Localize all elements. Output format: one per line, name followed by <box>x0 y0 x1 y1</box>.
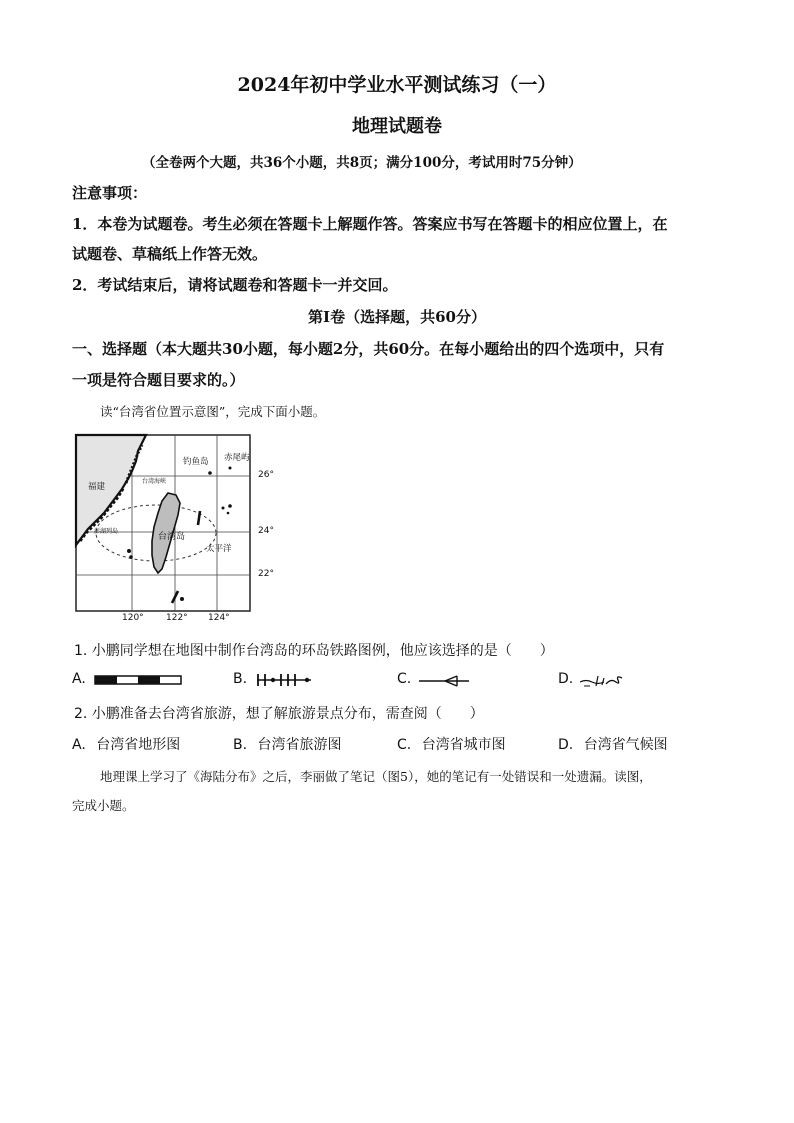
question-2-option-a[interactable] <box>72 734 180 754</box>
map-intro: 读“台湾省位置示意图”，完成下面小题。 <box>100 404 326 419</box>
option-d-letter: D. <box>558 737 574 753</box>
option-c-letter: C. <box>397 671 412 687</box>
volume-heading: 第Ⅰ卷（选择题，共60分） <box>308 308 486 326</box>
lat-tick-24: 24° <box>258 526 274 536</box>
label-penghu: 澎湖列岛 <box>94 528 119 535</box>
option-c-letter: C. <box>397 737 412 753</box>
lat-tick-22: 22° <box>258 569 274 579</box>
exam-subtitle: 地理试题卷 <box>352 116 442 137</box>
question-2-option-d[interactable] <box>558 734 668 754</box>
lon-tick-122: 122° <box>166 613 188 623</box>
option-a-letter: A. <box>72 671 86 687</box>
option-d-text: 台湾省气候图 <box>583 737 668 753</box>
label-taiwan-island: 台湾岛 <box>158 532 186 542</box>
question-2-stem: 2. 小鹏准备去台湾省旅游，想了解旅游景点分布，需查阅（ ） <box>74 706 484 722</box>
option-a-letter: A. <box>72 737 86 753</box>
option-b-text: 台湾省旅游图 <box>257 737 342 753</box>
label-diaoyu: 钓鱼岛 <box>183 457 209 467</box>
notice-item-1-line-1: 1．本卷为试题卷。考生必须在答题卡上解题作答。答案应书写在答题卡的相应位置上，在 <box>72 215 668 233</box>
taiwan-location-map <box>74 433 274 623</box>
question-2-option-c[interactable] <box>397 734 506 754</box>
notice-item-2: 2．考试结束后，请将试题卷和答题卡一并交回。 <box>72 276 398 294</box>
passage-2-line-2: 完成小题。 <box>72 798 135 813</box>
label-fujian: 福建 <box>88 482 106 492</box>
marsh-symbol-icon <box>578 672 626 688</box>
option-d-letter: D. <box>558 671 574 687</box>
option-b-letter: B. <box>233 737 248 753</box>
option-b-letter: B. <box>233 671 248 687</box>
notice-heading: 注意事项： <box>72 184 148 202</box>
fence-symbol-icon <box>255 673 317 687</box>
label-strait: 台湾海峡 <box>142 478 167 485</box>
exam-title: 2024年初中学业水平测试练习（一） <box>237 74 557 96</box>
question-1-stem: 1. 小鹏同学想在地图中制作台湾岛的环岛铁路图例，他应该选择的是（ ） <box>74 643 554 659</box>
label-chiwei: 赤尾屿 <box>224 453 250 463</box>
railway-symbol-icon <box>94 674 184 686</box>
arrow-symbol-icon <box>417 674 473 688</box>
part-1-instructions-line-1: 一、选择题（本大题共30小题，每小题2分，共60分。在每小题给出的四个选项中，只有 <box>72 340 665 358</box>
notice-item-1-line-2: 试题卷、草稿纸上作答无效。 <box>72 245 268 263</box>
lon-tick-124: 124° <box>208 613 230 623</box>
option-a-text: 台湾省地形图 <box>96 737 181 753</box>
part-1-instructions-line-2: 一项是符合题目要求的。） <box>72 371 245 389</box>
label-pacific: 太平洋 <box>206 544 232 554</box>
lat-tick-26: 26° <box>258 470 274 480</box>
lon-tick-120: 120° <box>122 613 144 623</box>
option-c-text: 台湾省城市图 <box>421 737 506 753</box>
exam-info: （全卷两个大题，共36个小题，共8页；满分100分，考试用时75分钟） <box>142 155 582 171</box>
question-2-option-b[interactable] <box>233 734 342 754</box>
passage-2-line-1: 地理课上学习了《海陆分布》之后，李丽做了笔记（图5），她的笔记有一处错误和一处遗漏。读图， <box>100 769 652 784</box>
